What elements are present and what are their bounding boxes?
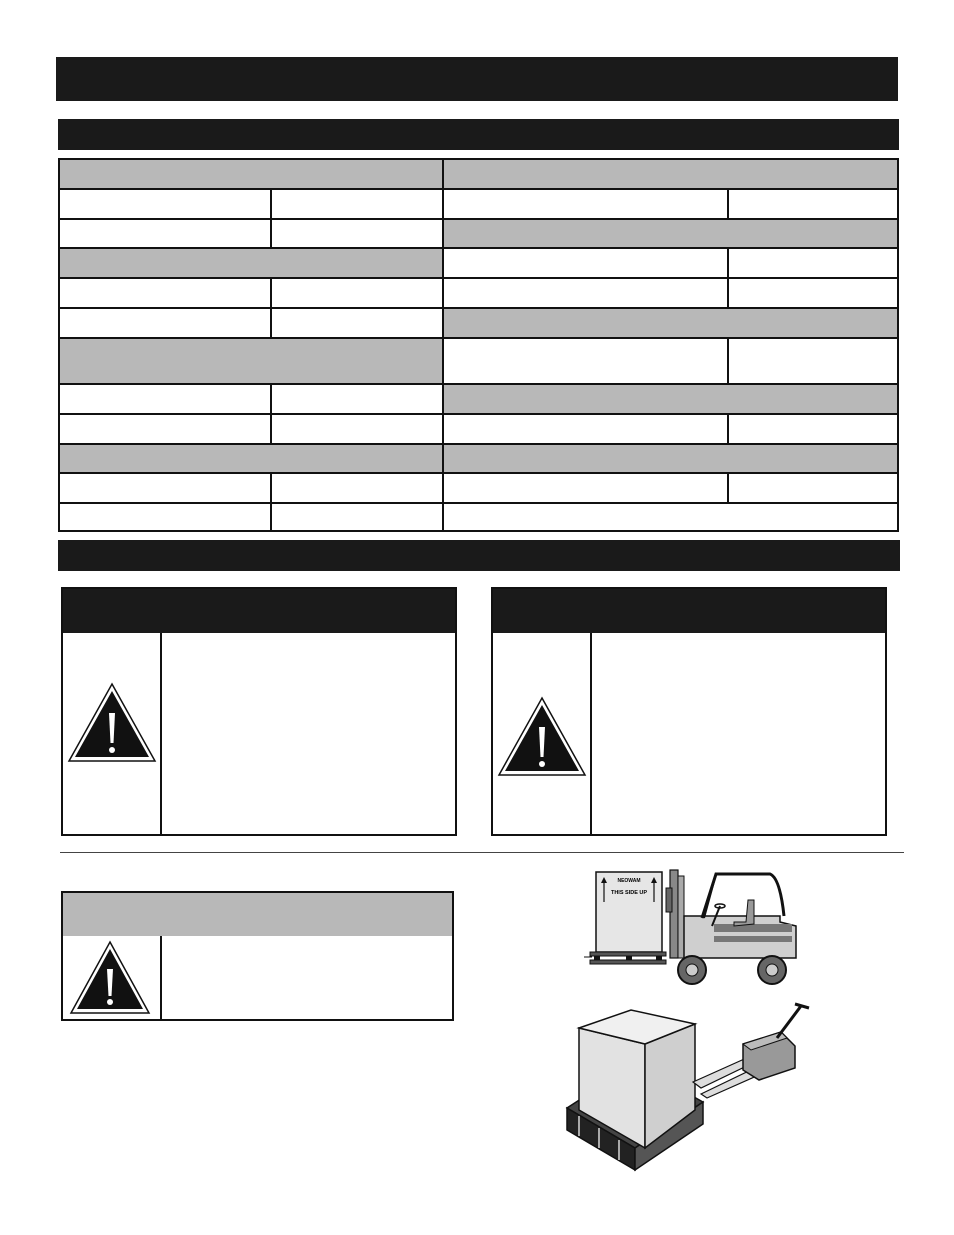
warning-triangle-icon (66, 681, 158, 765)
spec-cell (272, 474, 444, 504)
warning-box-2 (491, 587, 887, 836)
section-divider (60, 852, 904, 853)
spec-cell (444, 279, 729, 309)
spec-cell (272, 279, 444, 309)
spec-cell (60, 385, 272, 415)
crate-brand: NEOWAM (617, 878, 641, 884)
spec-cell (729, 190, 897, 220)
warning-box-1 (61, 587, 457, 836)
spec-cell (729, 415, 897, 445)
specifications-section-bar (58, 119, 899, 150)
spec-cell (60, 220, 272, 249)
spec-cell (60, 190, 272, 220)
spec-right-header-5 (444, 445, 897, 474)
spec-cell (272, 190, 444, 220)
spec-cell (444, 415, 729, 445)
spec-cell (729, 474, 897, 504)
spec-left-header-1 (60, 160, 444, 190)
spec-cell (729, 249, 897, 279)
specification-table (58, 158, 899, 532)
pallet-jack-illustration (555, 998, 815, 1176)
warning-heading-2 (493, 589, 885, 633)
spec-cell (729, 339, 897, 385)
forklift-illustration (584, 866, 800, 988)
warning-heading-1 (63, 589, 455, 633)
spec-cell (272, 504, 444, 530)
warning-box-3 (61, 891, 454, 1021)
spec-left-header-4 (60, 445, 444, 474)
spec-right-header-2 (444, 220, 897, 249)
spec-cell (444, 339, 729, 385)
warning-triangle-icon (496, 695, 588, 779)
warning-icon-column (63, 633, 162, 834)
crate-label: THIS SIDE UP (610, 890, 648, 896)
spec-cell (60, 474, 272, 504)
spec-cell (60, 504, 272, 530)
warning-triangle-icon (68, 939, 152, 1017)
spec-cell (272, 309, 444, 339)
spec-right-header-3 (444, 309, 897, 339)
spec-cell (272, 385, 444, 415)
spec-cell (60, 279, 272, 309)
spec-cell (272, 415, 444, 445)
spec-cell (444, 190, 729, 220)
page-title-bar (56, 57, 898, 101)
installation-section-bar (58, 540, 900, 571)
spec-cell (444, 249, 729, 279)
warning-icon-column (63, 936, 162, 1019)
spec-left-header-2 (60, 249, 444, 279)
spec-cell (444, 504, 897, 530)
spec-right-header-4 (444, 385, 897, 415)
spec-left-header-3 (60, 339, 444, 385)
spec-cell (729, 279, 897, 309)
forklift-crate-drawing (584, 866, 800, 988)
spec-cell (60, 309, 272, 339)
spec-right-header-1 (444, 160, 897, 190)
spec-cell (272, 220, 444, 249)
spec-cell (60, 415, 272, 445)
spec-cell (444, 474, 729, 504)
pallet-jack-crate-drawing (555, 998, 815, 1176)
warning-heading-3 (63, 893, 452, 936)
warning-icon-column (493, 633, 592, 834)
